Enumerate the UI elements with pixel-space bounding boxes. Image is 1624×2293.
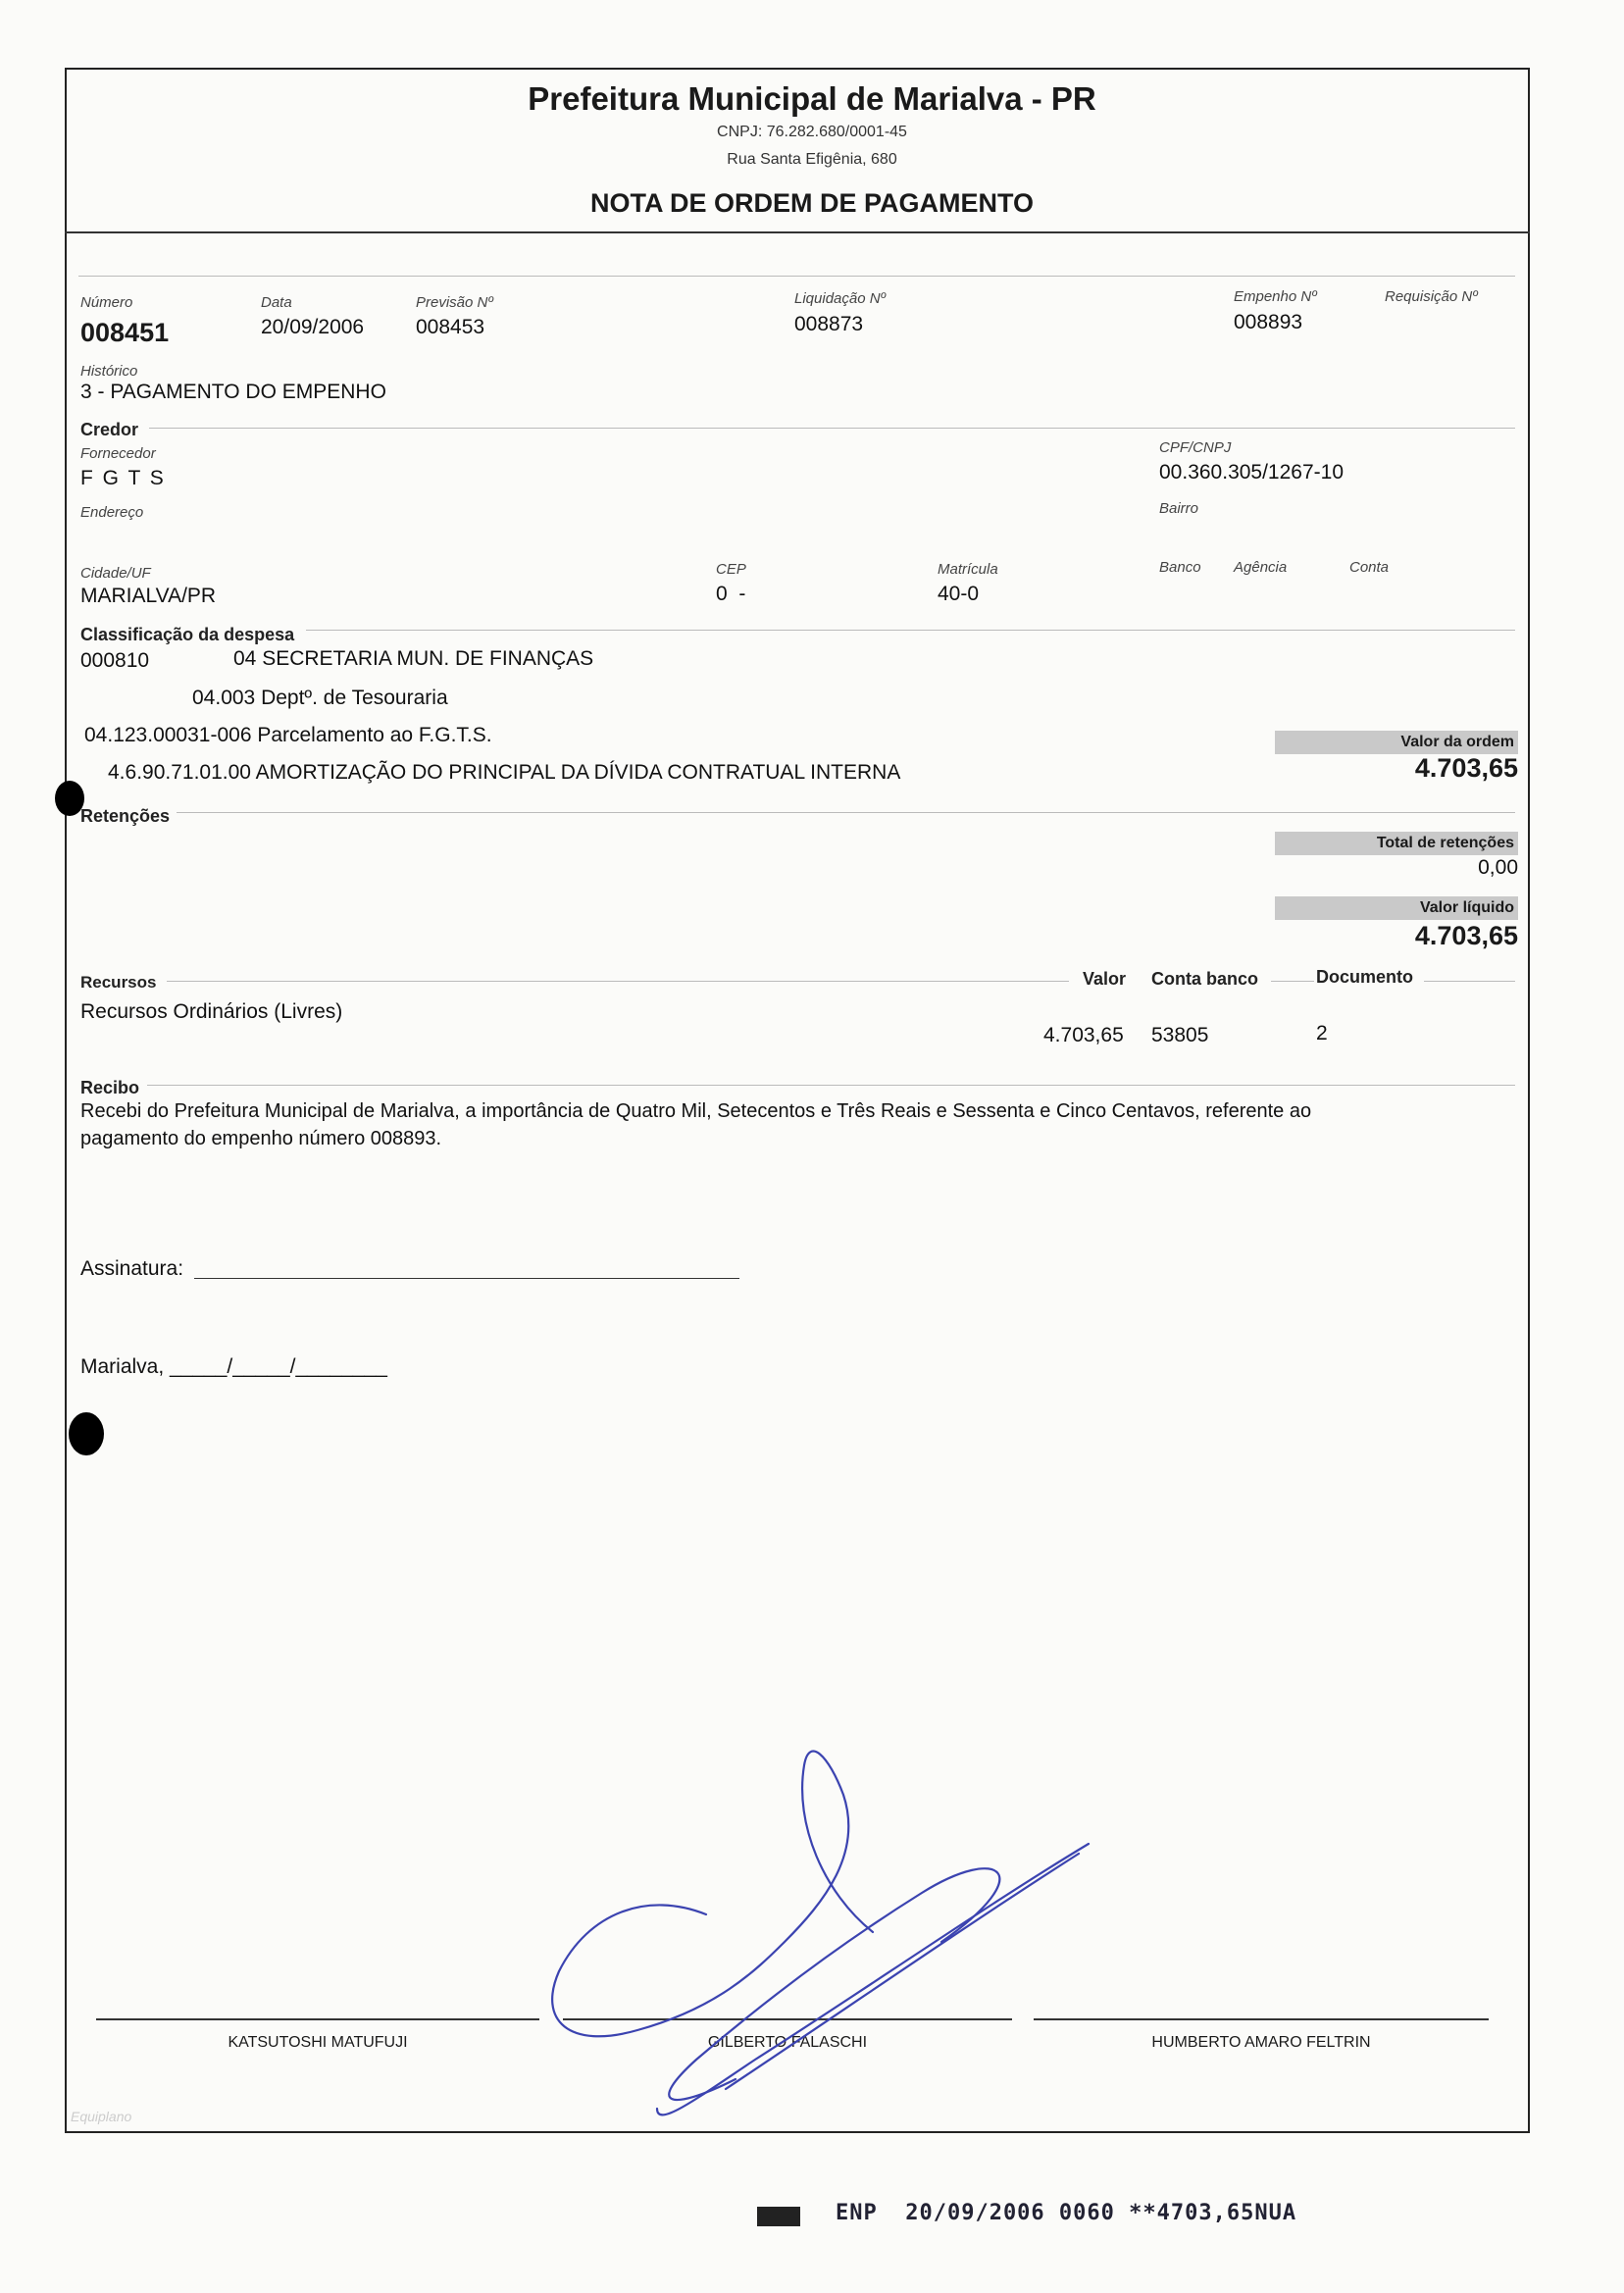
recursos-documento-label: Documento [1316,967,1413,987]
valor-liquido-value: 4.703,65 [1414,921,1518,950]
software-watermark: Equiplano [71,2109,132,2124]
document-title: NOTA DE ORDEM DE PAGAMENTO [589,188,1034,218]
local-data: Marialva, _____/_____/________ [80,1355,387,1378]
divider [1424,981,1515,982]
numero-label: Número [80,294,133,311]
requisicao-label: Requisição Nº [1385,288,1478,305]
assinatura-line [194,1278,739,1279]
total-retencoes-label: Total de retenções [1275,832,1518,855]
credor-section: Credor [80,420,139,439]
banco-label: Banco [1159,559,1201,576]
valor-ordem-label: Valor da ordem [1275,731,1518,754]
divider [1271,981,1314,982]
assinatura-label: Assinatura: [80,1257,184,1280]
handwritten-signature [530,1736,1118,2148]
divider [306,630,1515,631]
conta-label: Conta [1349,559,1390,576]
recibo-line1: Recebi do Prefeitura Municipal de Marialva, a importância de Quatro Mil, Setecentos e Três Reais e Sessenta e Cinco Centavos, referente ao [80,1100,1312,1122]
empenho-label: Empenho Nº [1234,288,1317,305]
historico-label: Histórico [80,363,138,380]
divider [177,812,1515,813]
classificacao-code: 000810 [80,649,150,672]
header-cnpj: CNPJ: 76.282.680/0001-45 [717,124,907,140]
divider [167,981,1069,982]
bairro-label: Bairro [1159,500,1199,517]
numero-value: 008451 [80,318,170,347]
recursos-descricao: Recursos Ordinários (Livres) [80,1000,343,1023]
divider [149,428,1515,429]
data-label: Data [261,294,292,311]
liquidacao-value: 008873 [794,313,864,335]
historico-value: 3 - PAGAMENTO DO EMPENHO [80,381,386,403]
divider [78,276,1515,277]
matricula-label: Matrícula [938,561,998,578]
classificacao-section: Classificação da despesa [80,625,295,644]
classificacao-line1: 04 SECRETARIA MUN. DE FINANÇAS [233,647,594,670]
cpf-value: 00.360.305/1267-10 [1159,461,1345,484]
cpf-label: CPF/CNPJ [1159,439,1232,456]
header-address: Rua Santa Efigênia, 680 [727,151,897,168]
recursos-valor-label: Valor [1083,969,1127,989]
signature-line [96,2018,539,2020]
cep-label: CEP [716,561,746,578]
fornecedor-value: F G T S [80,467,166,489]
fornecedor-label: Fornecedor [80,445,156,462]
header-divider [65,231,1530,233]
cidade-value: MARIALVA/PR [80,585,217,607]
punch-hole [69,1412,104,1455]
recursos-valor: 4.703,65 [1043,1024,1124,1046]
previsao-value: 008453 [416,316,485,338]
classificacao-line2: 04.003 Deptº. de Tesouraria [192,687,448,709]
signatory-name: KATSUTOSHI MATUFUJI [228,2034,408,2051]
classificacao-line3: 04.123.00031-006 Parcelamento ao F.G.T.S. [84,724,492,746]
cidade-label: Cidade/UF [80,565,151,582]
punch-hole [55,781,84,816]
valor-ordem-value: 4.703,65 [1414,753,1518,783]
signatory-name: HUMBERTO AMARO FELTRIN [1151,2034,1371,2051]
recursos-conta: 53805 [1151,1024,1209,1046]
liquidacao-label: Liquidação Nº [794,290,887,307]
recibo-line2: pagamento do empenho número 008893. [80,1128,442,1149]
divider [147,1085,1515,1086]
recursos-conta-label: Conta banco [1151,969,1259,989]
total-retencoes-value: 0,00 [1478,856,1518,879]
page-title: Prefeitura Municipal de Marialva - PR [528,80,1096,117]
payment-stamp: ENP 20/09/2006 0060 **4703,65NUA [836,2201,1297,2225]
stamp-barcode [757,2207,800,2226]
recibo-section: Recibo [80,1078,140,1097]
cep-value: 0 - [716,583,746,605]
recursos-section: Recursos [80,973,157,992]
recursos-documento: 2 [1316,1022,1328,1045]
endereco-label: Endereço [80,504,144,521]
agencia-label: Agência [1234,559,1288,576]
matricula-value: 40-0 [938,583,980,605]
signatory-name: GILBERTO FALASCHI [707,2034,868,2051]
previsao-label: Previsão Nº [416,294,493,311]
classificacao-line4: 4.6.90.71.01.00 AMORTIZAÇÃO DO PRINCIPAL DA DÍVIDA CONTRATUAL INTERNA [108,761,901,784]
data-value: 20/09/2006 [261,316,365,338]
retencoes-section: Retenções [80,806,171,826]
empenho-value: 008893 [1234,311,1303,333]
valor-liquido-label: Valor líquido [1275,896,1518,920]
